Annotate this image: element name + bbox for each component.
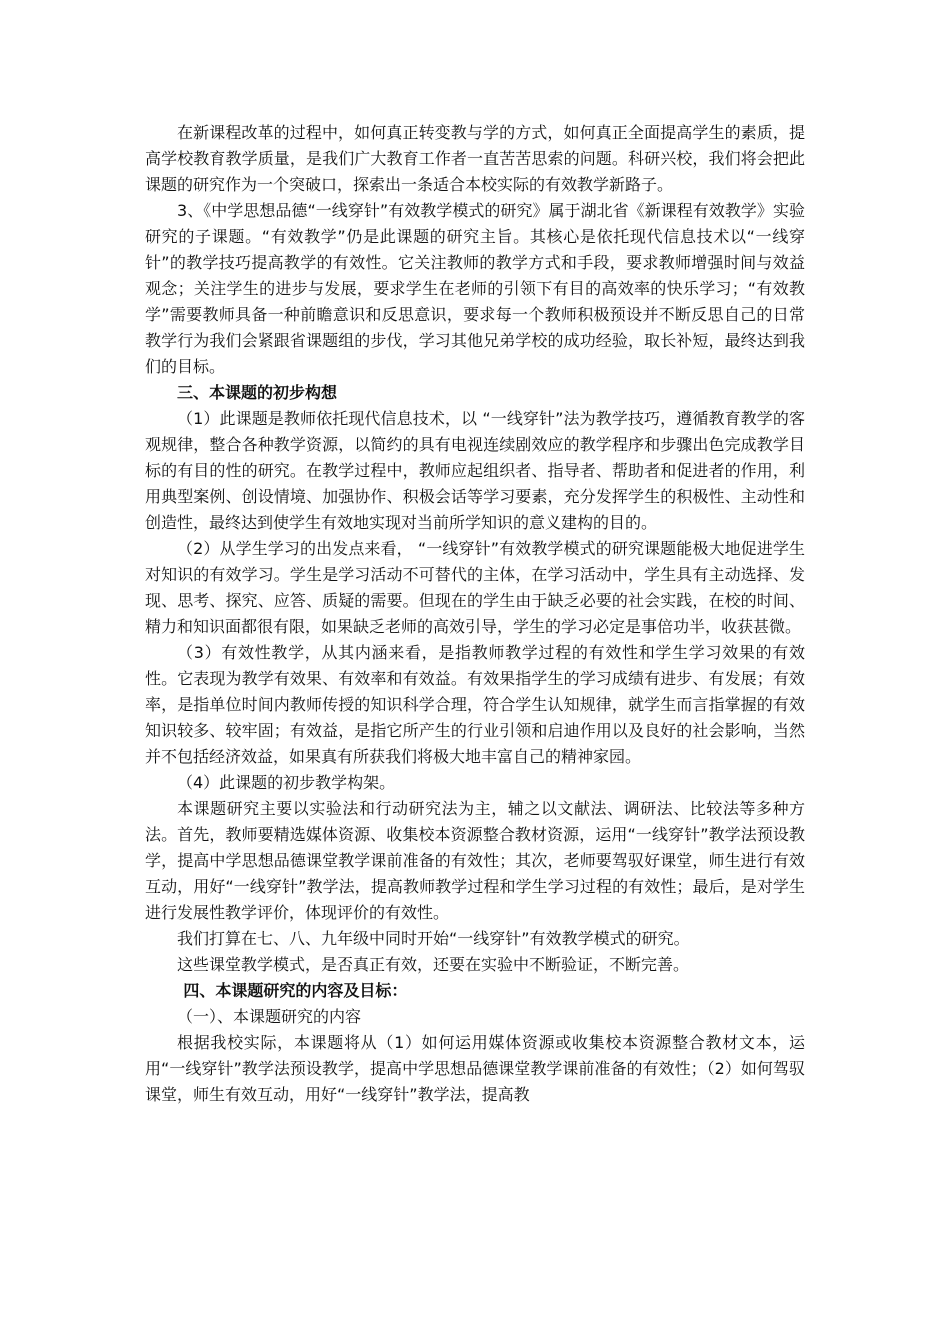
paragraph-item-2: （2）从学生学习的出发点来看， “一线穿针”有效教学模式的研究课题能极大地促进学生对知识的有效学习。学生是学习活动不可替代的主体，在学习活动中，学生具有主动选择、发现、思考、探究、应答、质疑的需要。但现在的学生由于缺乏必要的社会实践，在校的时间、精力和知识面都很有限，如果缺乏老师的高效引导，学生的学习必定是事倍功半，收获甚微。 [145,539,805,636]
paragraph-item-1: （1）此课题是教师依托现代信息技术，以 “一线穿针”法为教学技巧，遵循教育教学的客观规律，整合各种教学资源，以简约的具有电视连续剧效应的教学程序和步骤出色完成教学目标的有目的性的研究。在教学过程中，教师应起组织者、指导者、帮助者和促进者的作用，利用典型案例、创设情境、加强协作、积极会话等学习要素，充分发挥学生的积极性、主动性和创造性，最终达到使学生有效地实现对当前所学知识的意义建构的目的。 [145,409,805,532]
paragraph-intro: 在新课程改革的过程中，如何真正转变教与学的方式，如何真正全面提高学生的素质，提高学校教育教学质量，是我们广大教育工作者一直苦苦思索的问题。科研兴校，我们将会把此课题的研究作为一个突破口，探索出一条适合本校实际的有效教学新路子。 [145,123,805,194]
subsection-heading-content: （一）、本课题研究的内容 [177,1007,362,1026]
paragraph-methods: 本课题研究主要以实验法和行动研究法为主，辅之以文献法、调研法、比较法等多种方法。首先，教师要精选媒体资源、收集校本资源整合教材资源，运用“一线穿针”教学法预设教学，提高中学思想品德课堂教学课前准备的有效性；其次，老师要驾驭好课堂，师生进行有效互动，用好“一线穿针”教学法，提高教师教学过程和学生学习过程的有效性；最后，是对学生进行发展性教学评价，体现评价的有效性。 [145,799,805,922]
paragraph-content: 根据我校实际，本课题将从（1）如何运用媒体资源或收集校本资源整合教材文本，运用“一线穿针”教学法预设教学，提高中学思想品德课堂教学课前准备的有效性；（2）如何驾驭课堂，师生有效互动，用好“一线穿针”教学法，提高教 [145,1033,805,1104]
paragraph-verify: 这些课堂教学模式，是否真正有效，还要在实验中不断验证，不断完善。 [177,955,690,974]
paragraph-plan: 我们打算在七、八、九年级中同时开始“一线穿针”有效教学模式的研究。 [177,929,690,948]
section-heading-4: 四、本课题研究的内容及目标： [183,981,408,1000]
paragraph-item-3: （3）有效性教学，从其内涵来看，是指教师教学过程的有效性和学生学习效果的有效性。它表现为教学有效果、有效率和有效益。有效果指学生的学习成绩有进步、有发展；有效率，是指单位时间内教师传授的知识科学合理，符合学生认知规律，就学生而言指掌握的有效知识较多、较牢固；有效益，是指它所产生的行业引领和启迪作用以及良好的社会影响，当然并不包括经济效益，如果真有所获我们将极大地丰富自己的精神家园。 [145,643,805,766]
document-page [145,120,805,1108]
section-heading-3: 三、本课题的初步构想 [177,383,338,402]
paragraph-item-4: （4）此课题的初步教学构架。 [177,773,396,792]
paragraph-point-3: 3、《中学思想品德“一线穿针”有效教学模式的研究》属于湖北省《新课程有效教学》实验研究的子课题。“有效教学”仍是此课题的研究主旨。其核心是依托现代信息技术以“一线穿针”的教学技巧提高教学的有效性。它关注教师的教学方式和手段，要求教师增强时间与效益观念；关注学生的进步与发展，要求学生在老师的引领下有目的高效率的快乐学习；“有效教学”需要教师具备一种前瞻意识和反思意识，要求每一个教师积极预设并不断反思自己的日常教学行为我们会紧跟省课题组的步伐，学习其他兄弟学校的成功经验，取长补短，最终达到我们的目标。 [145,201,805,376]
